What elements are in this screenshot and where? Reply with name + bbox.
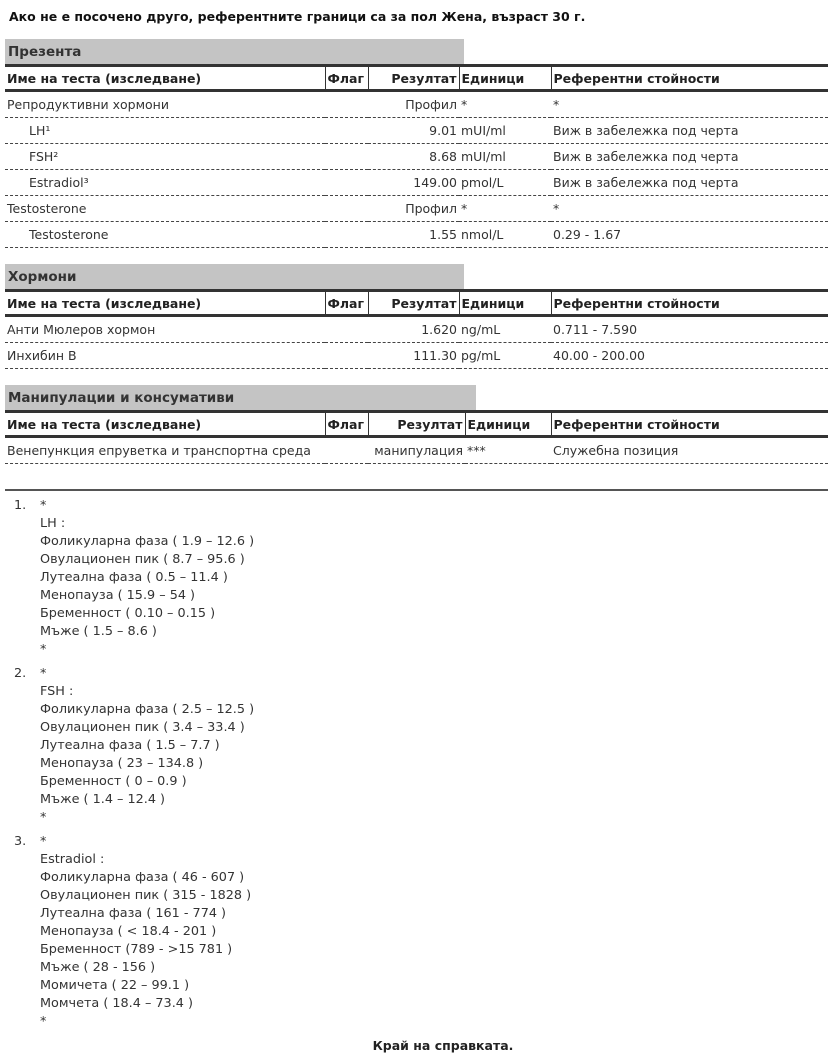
footnote-body bbox=[40, 833, 251, 1031]
footnote-body bbox=[40, 497, 254, 659]
test-name: Анти Мюлеров хормон bbox=[5, 316, 325, 343]
footnote-line: Овулационен пик ( 315 - 1828 ) bbox=[40, 888, 252, 903]
footnote bbox=[14, 497, 254, 659]
footnote-line: LH : bbox=[40, 516, 66, 531]
footnote-number: 2. bbox=[14, 666, 27, 681]
result: 8.68 bbox=[368, 144, 459, 170]
units: *** bbox=[465, 437, 551, 464]
table-row bbox=[5, 91, 828, 118]
table-row bbox=[5, 144, 828, 170]
test-name: Estradiol³ bbox=[5, 170, 325, 196]
section-title: Презента bbox=[5, 39, 464, 64]
result: Профил bbox=[368, 196, 459, 222]
section-title: Хормони bbox=[5, 264, 464, 289]
reference-range: Виж в забележка под черта bbox=[551, 170, 828, 196]
footnote-line: * bbox=[40, 498, 47, 513]
header-row bbox=[5, 66, 828, 91]
results-sections bbox=[5, 39, 828, 480]
results-table bbox=[5, 410, 828, 464]
footnote-line: Менопауза ( 23 – 134.8 ) bbox=[40, 756, 204, 771]
footnote-line: Мъже ( 28 - 156 ) bbox=[40, 960, 156, 975]
column-reference: Референтни стойности bbox=[551, 291, 828, 316]
footnote-line: * bbox=[40, 642, 47, 657]
result: 111.30 bbox=[368, 343, 459, 369]
footnote-line: * bbox=[40, 810, 47, 825]
footnote-line: Лутеална фаза ( 1.5 – 7.7 ) bbox=[40, 738, 220, 753]
footnote-line: * bbox=[40, 666, 47, 681]
flag bbox=[325, 222, 368, 248]
section-title: Манипулации и консумативи bbox=[5, 385, 476, 410]
units: ng/mL bbox=[459, 316, 551, 343]
footnote bbox=[14, 665, 254, 827]
footnote-line: Мъже ( 1.5 – 8.6 ) bbox=[40, 624, 157, 639]
column-test-name: Име на теста (изследване) bbox=[5, 291, 325, 316]
flag bbox=[325, 316, 368, 343]
reference-range: 0.29 - 1.67 bbox=[551, 222, 828, 248]
footnote-line: Момичета ( 22 – 99.1 ) bbox=[40, 978, 190, 993]
footnote-line: FSH : bbox=[40, 684, 74, 699]
column-result: Резултат bbox=[368, 412, 465, 437]
footnote-line: Менопауза ( < 18.4 - 201 ) bbox=[40, 924, 217, 939]
units: pmol/L bbox=[459, 170, 551, 196]
column-test-name: Име на теста (изследване) bbox=[5, 412, 325, 437]
footnote-line: Мъже ( 1.4 – 12.4 ) bbox=[40, 792, 166, 807]
flag bbox=[325, 170, 368, 196]
header-row bbox=[5, 291, 828, 316]
test-name: Репродуктивни хормони bbox=[5, 91, 325, 118]
footnote-number: 3. bbox=[14, 834, 27, 849]
footnote-line: * bbox=[40, 1014, 47, 1029]
reference-range: Служебна позиция bbox=[551, 437, 828, 464]
table-row bbox=[5, 222, 828, 248]
table-row bbox=[5, 343, 828, 369]
test-name: Testosterone bbox=[5, 222, 325, 248]
end-of-report: Край на справката. bbox=[372, 1038, 514, 1053]
column-test-name: Име на теста (изследване) bbox=[5, 66, 325, 91]
column-units: Единици bbox=[459, 66, 551, 91]
results-table bbox=[5, 289, 828, 369]
reference-range: Виж в забележка под черта bbox=[551, 118, 828, 144]
footnote-line: Овулационен пик ( 3.4 – 33.4 ) bbox=[40, 720, 245, 735]
column-units: Единици bbox=[465, 412, 551, 437]
footnote-line: Estradiol : bbox=[40, 852, 105, 867]
footnote-line: Фоликуларна фаза ( 46 - 607 ) bbox=[40, 870, 245, 885]
test-name: Венепункция епруветка и транспортна среда bbox=[5, 437, 325, 464]
table-row bbox=[5, 437, 828, 464]
flag bbox=[325, 343, 368, 369]
section bbox=[5, 39, 828, 248]
flag bbox=[325, 118, 368, 144]
column-result: Резултат bbox=[368, 66, 459, 91]
result: 149.00 bbox=[368, 170, 459, 196]
footnote-line: * bbox=[40, 834, 47, 849]
units: mUI/ml bbox=[459, 144, 551, 170]
column-result: Резултат bbox=[368, 291, 459, 316]
test-name: Testosterone bbox=[5, 196, 325, 222]
result: 9.01 bbox=[368, 118, 459, 144]
table-row bbox=[5, 196, 828, 222]
reference-range: 0.711 - 7.590 bbox=[551, 316, 828, 343]
footnote-line: Фоликуларна фаза ( 1.9 – 12.6 ) bbox=[40, 534, 255, 549]
test-name: Инхибин B bbox=[5, 343, 325, 369]
reference-note: Ако не е посочено друго, референтните граници са за пол Жена, възраст 30 г. bbox=[9, 9, 586, 24]
reference-range: * bbox=[551, 91, 828, 118]
table-row bbox=[5, 170, 828, 196]
footnote-line: Момчета ( 18.4 – 73.4 ) bbox=[40, 996, 193, 1011]
units: * bbox=[459, 196, 551, 222]
result: манипулация bbox=[368, 437, 465, 464]
footnote-line: Бременност ( 0.10 – 0.15 ) bbox=[40, 606, 216, 621]
reference-range: Виж в забележка под черта bbox=[551, 144, 828, 170]
units: mUI/ml bbox=[459, 118, 551, 144]
footnote-line: Бременност (789 - >15 781 ) bbox=[40, 942, 233, 957]
result: Профил bbox=[368, 91, 459, 118]
column-units: Единици bbox=[459, 291, 551, 316]
units: * bbox=[459, 91, 551, 118]
results-table bbox=[5, 64, 828, 248]
result: 1.620 bbox=[368, 316, 459, 343]
footnote-body bbox=[40, 665, 254, 827]
column-flag: Флаг bbox=[325, 412, 368, 437]
column-reference: Референтни стойности bbox=[551, 66, 828, 91]
header-row bbox=[5, 412, 828, 437]
footnote-line: Лутеална фаза ( 161 - 774 ) bbox=[40, 906, 227, 921]
flag bbox=[325, 91, 368, 118]
footnote-line: Бременност ( 0 – 0.9 ) bbox=[40, 774, 187, 789]
units: pg/mL bbox=[459, 343, 551, 369]
footnote-line: Овулационен пик ( 8.7 – 95.6 ) bbox=[40, 552, 245, 567]
footnote-line: Фоликуларна фаза ( 2.5 – 12.5 ) bbox=[40, 702, 255, 717]
footnote-line: Менопауза ( 15.9 – 54 ) bbox=[40, 588, 196, 603]
flag bbox=[325, 196, 368, 222]
footnotes bbox=[14, 497, 254, 1037]
reference-range: 40.00 - 200.00 bbox=[551, 343, 828, 369]
units: nmol/L bbox=[459, 222, 551, 248]
table-row bbox=[5, 316, 828, 343]
result: 1.55 bbox=[368, 222, 459, 248]
table-row bbox=[5, 118, 828, 144]
footnote-line: Лутеална фаза ( 0.5 – 11.4 ) bbox=[40, 570, 228, 585]
section bbox=[5, 385, 828, 464]
reference-range: * bbox=[551, 196, 828, 222]
flag bbox=[325, 437, 368, 464]
footnote-number: 1. bbox=[14, 498, 27, 513]
section bbox=[5, 264, 828, 369]
footnote bbox=[14, 833, 254, 1031]
column-flag: Флаг bbox=[325, 291, 368, 316]
divider bbox=[5, 489, 828, 491]
flag bbox=[325, 144, 368, 170]
column-flag: Флаг bbox=[325, 66, 368, 91]
column-reference: Референтни стойности bbox=[551, 412, 828, 437]
test-name: FSH² bbox=[5, 144, 325, 170]
test-name: LH¹ bbox=[5, 118, 325, 144]
